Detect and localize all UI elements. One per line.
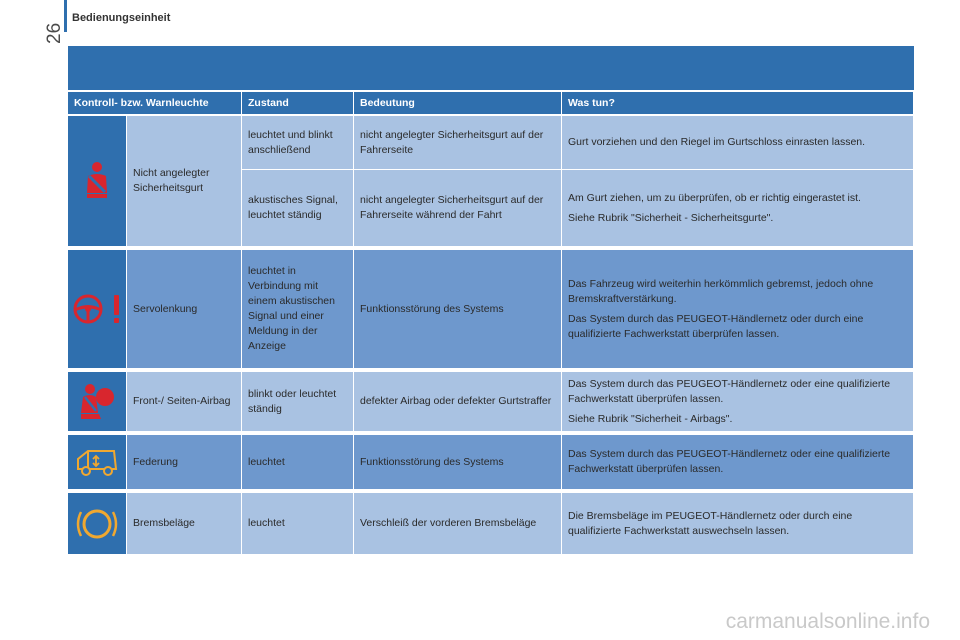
airbag-warning-icon xyxy=(77,381,117,423)
icon-cell xyxy=(68,493,127,555)
table-row xyxy=(68,250,914,372)
meaning-text: Verschleiß der vorderen Bremsbeläge xyxy=(354,493,562,555)
state-text: leuchtet in Verbindung mit einem akustischen Signal und einer Meldung in der Anzeige xyxy=(242,250,354,372)
header-meaning: Bedeutung xyxy=(354,92,562,116)
state-text: leuchtet und blinkt anschließend xyxy=(242,116,354,170)
header-action: Was tun? xyxy=(562,92,914,116)
icon-cell xyxy=(68,250,127,372)
action-text xyxy=(562,372,914,435)
action-paragraph: Siehe Rubrik "Sicherheit - Sicherheitsgurte". xyxy=(568,211,774,224)
meaning-text: defekter Airbag oder defekter Gurtstraffer xyxy=(354,372,562,435)
header-state: Zustand xyxy=(242,92,354,116)
action-text xyxy=(562,250,914,372)
meaning-text: nicht angelegter Sicherheitsgurt auf der Fahrerseite während der Fahrt xyxy=(354,170,562,250)
action-text xyxy=(562,435,914,493)
watermark: carmanualsonline.info xyxy=(725,610,930,633)
icon-cell xyxy=(68,372,127,435)
section-title: Bedienungseinheit xyxy=(72,12,171,24)
meaning-text: Funktionsstörung des Systems xyxy=(354,435,562,493)
meaning-text: Funktionsstörung des Systems xyxy=(354,250,562,372)
brake-pad-wear-icon xyxy=(74,502,120,546)
action-paragraph: Gurt vorziehen und den Riegel im Gurtschloss einrasten lassen. xyxy=(568,136,866,148)
state-text: leuchtet xyxy=(242,493,354,555)
seatbelt-warning-icon xyxy=(77,159,117,203)
light-name: Front-/ Seiten-Airbag xyxy=(127,372,242,435)
state-text: leuchtet xyxy=(242,435,354,493)
icon-cell xyxy=(68,435,127,493)
action-paragraph: Siehe Rubrik "Sicherheit - Airbags". xyxy=(568,412,733,425)
table-row xyxy=(68,493,914,555)
action-text xyxy=(562,493,914,555)
action-paragraph: Das System durch das PEUGEOT-Händlernetz oder eine qualifizierte Fachwerkstatt überprüfen lassen. xyxy=(568,448,891,475)
page-number: 26 xyxy=(44,22,65,44)
action-paragraph: Am Gurt ziehen, um zu überprüfen, ob er richtig eingerastet ist. xyxy=(568,191,861,204)
light-name: Federung xyxy=(127,435,242,493)
header-light: Kontroll- bzw. Warnleuchte xyxy=(68,92,242,116)
table-row xyxy=(68,372,914,435)
power-steering-warning-icon xyxy=(70,292,124,326)
warning-lights-table xyxy=(68,92,914,555)
action-text xyxy=(562,116,914,170)
action-paragraph: Das System durch das PEUGEOT-Händlernetz oder eine qualifizierte Fachwerkstatt überprüfen lassen. xyxy=(568,377,891,405)
table-header-row xyxy=(68,92,914,116)
header-band xyxy=(68,46,914,90)
icon-cell xyxy=(68,116,127,250)
suspension-warning-icon xyxy=(74,447,120,477)
action-paragraph: Die Bremsbeläge im PEUGEOT-Händlernetz oder durch eine qualifizierte Fachwerkstatt auswechseln lassen. xyxy=(568,509,853,537)
action-paragraph: Das System durch das PEUGEOT-Händlernetz oder durch eine qualifizierte Fachwerkstatt überprüfen lassen. xyxy=(568,312,864,340)
light-name: Bremsbeläge xyxy=(127,493,242,555)
state-text: akustisches Signal, leuchtet ständig xyxy=(242,170,354,250)
action-paragraph: Das Fahrzeug wird weiterhin herkömmlich gebremst, jedoch ohne Bremskraftverstärkung. xyxy=(568,277,874,305)
table-row xyxy=(68,435,914,493)
action-text xyxy=(562,170,914,250)
light-name: Nicht angelegter Sicherheitsgurt xyxy=(127,116,242,250)
meaning-text: nicht angelegter Sicherheitsgurt auf der Fahrerseite xyxy=(354,116,562,170)
state-text: blinkt oder leuchtet ständig xyxy=(242,372,354,435)
light-name: Servolenkung xyxy=(127,250,242,372)
table-row xyxy=(68,116,914,170)
